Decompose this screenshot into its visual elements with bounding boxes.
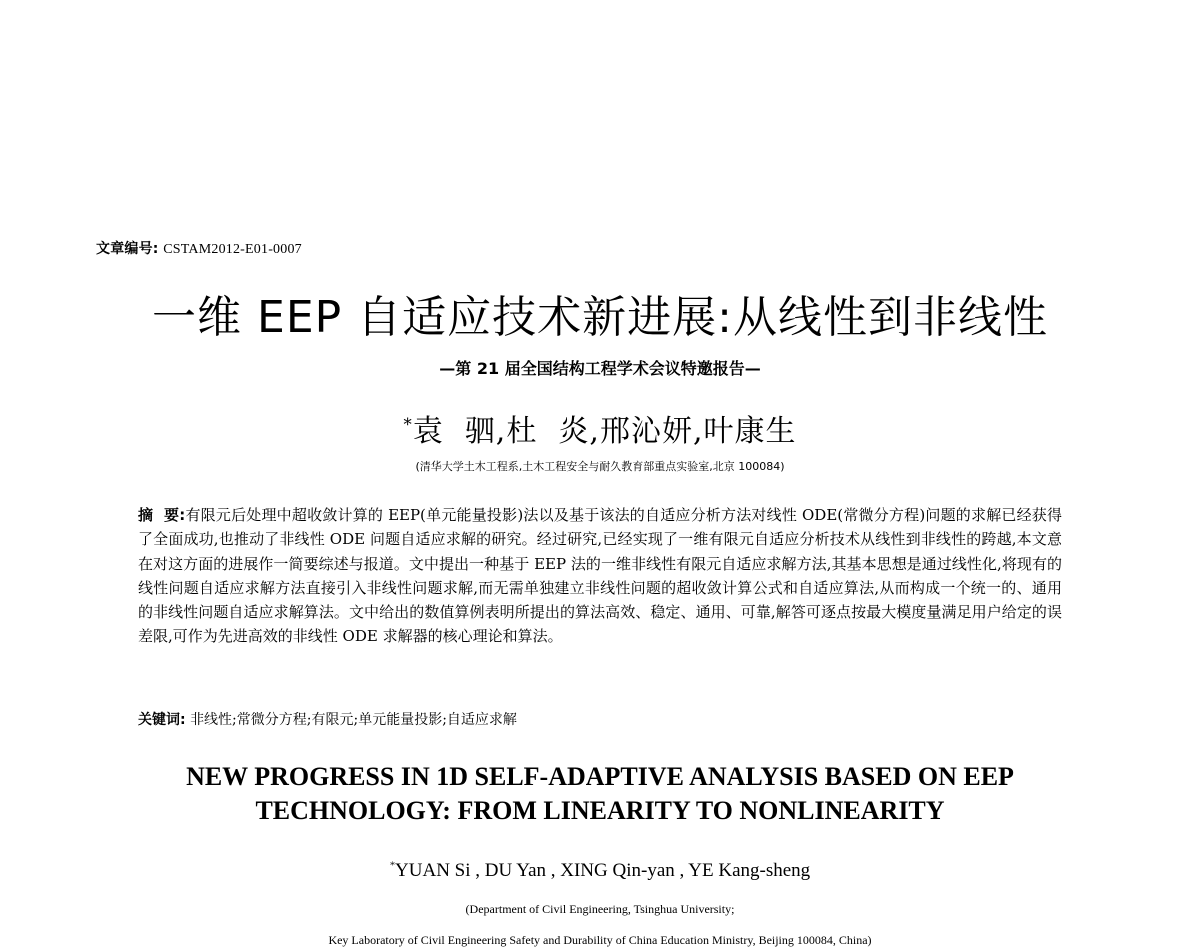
english-title xyxy=(0,760,1200,828)
english-author-names: YUAN Si , DU Yan , XING Qin-yan , YE Kang-sheng xyxy=(395,860,811,881)
chinese-abstract xyxy=(138,503,1062,649)
english-affiliation-line-1: (Department of Civil Engineering, Tsinghua University; xyxy=(465,902,735,916)
article-number-value: CSTAM2012-E01-0007 xyxy=(163,242,302,257)
chinese-authors xyxy=(0,405,1200,452)
chinese-title: 一维 EEP 自适应技术新进展:从线性到非线性 xyxy=(152,292,1048,343)
chinese-subtitle: —第 21 届全国结构工程学术会议特邀报告— xyxy=(439,359,761,378)
corresponding-author-mark: * xyxy=(403,415,413,434)
english-title-line-1: NEW PROGRESS IN 1D SELF-ADAPTIVE ANALYSIS BASED ON EEP xyxy=(186,762,1014,791)
abstract-label: 摘 要: xyxy=(138,506,186,524)
article-number-label: 文章编号: xyxy=(96,241,159,257)
chinese-author-names: 袁 驷,杜 炎,邢沁妍,叶康生 xyxy=(412,414,797,449)
abstract-text: 有限元后处理中超收敛计算的 EEP(单元能量投影)法以及基于该法的自适应分析方法对线性 ODE(常微分方程)问题的求解已经获得了全面成功,也推动了非线性 ODE 问题自适应求解的研究。经过研究,已经实现了一维有限元自适应分析技术从线性到非线性的跨越,本文意在对这方面的进展作一简要综述与报道。文中提出一种基于 EEP 法的一维非线性有限元自适应求解方法,其基本思想是通过线性化,将现有的线性问题自适应求解方法直接引入非线性问题求解,而无需单独建立非线性问题的超收敛计算公式和自适应算法,从而构成一个统一的、通用的非线性问题自适应求解算法。文中给出的数值算例表明所提出的算法高效、稳定、通用、可靠,解答可逐点按最大模度量满足用户给定的误差限,可作为先进高效的非线性 ODE 求解器的核心理论和算法。 xyxy=(138,506,1063,646)
english-affiliation-line-2: Key Laboratory of Civil Engineering Safety and Durability of China Education Ministry, Beijing 100084, China) xyxy=(328,933,872,947)
keywords-text: 非线性;常微分方程;有限元;单元能量投影;自适应求解 xyxy=(190,712,517,728)
english-title-line-2: TECHNOLOGY: FROM LINEARITY TO NONLINEARITY xyxy=(255,796,945,825)
keywords-label: 关键词: xyxy=(138,712,186,728)
english-authors xyxy=(0,860,1200,882)
chinese-keywords xyxy=(138,709,517,729)
chinese-affiliation: (清华大学土木工程系,土木工程安全与耐久教育部重点实验室,北京 100084) xyxy=(415,460,785,473)
corresponding-author-mark-en: * xyxy=(389,860,396,872)
article-number xyxy=(96,238,302,258)
